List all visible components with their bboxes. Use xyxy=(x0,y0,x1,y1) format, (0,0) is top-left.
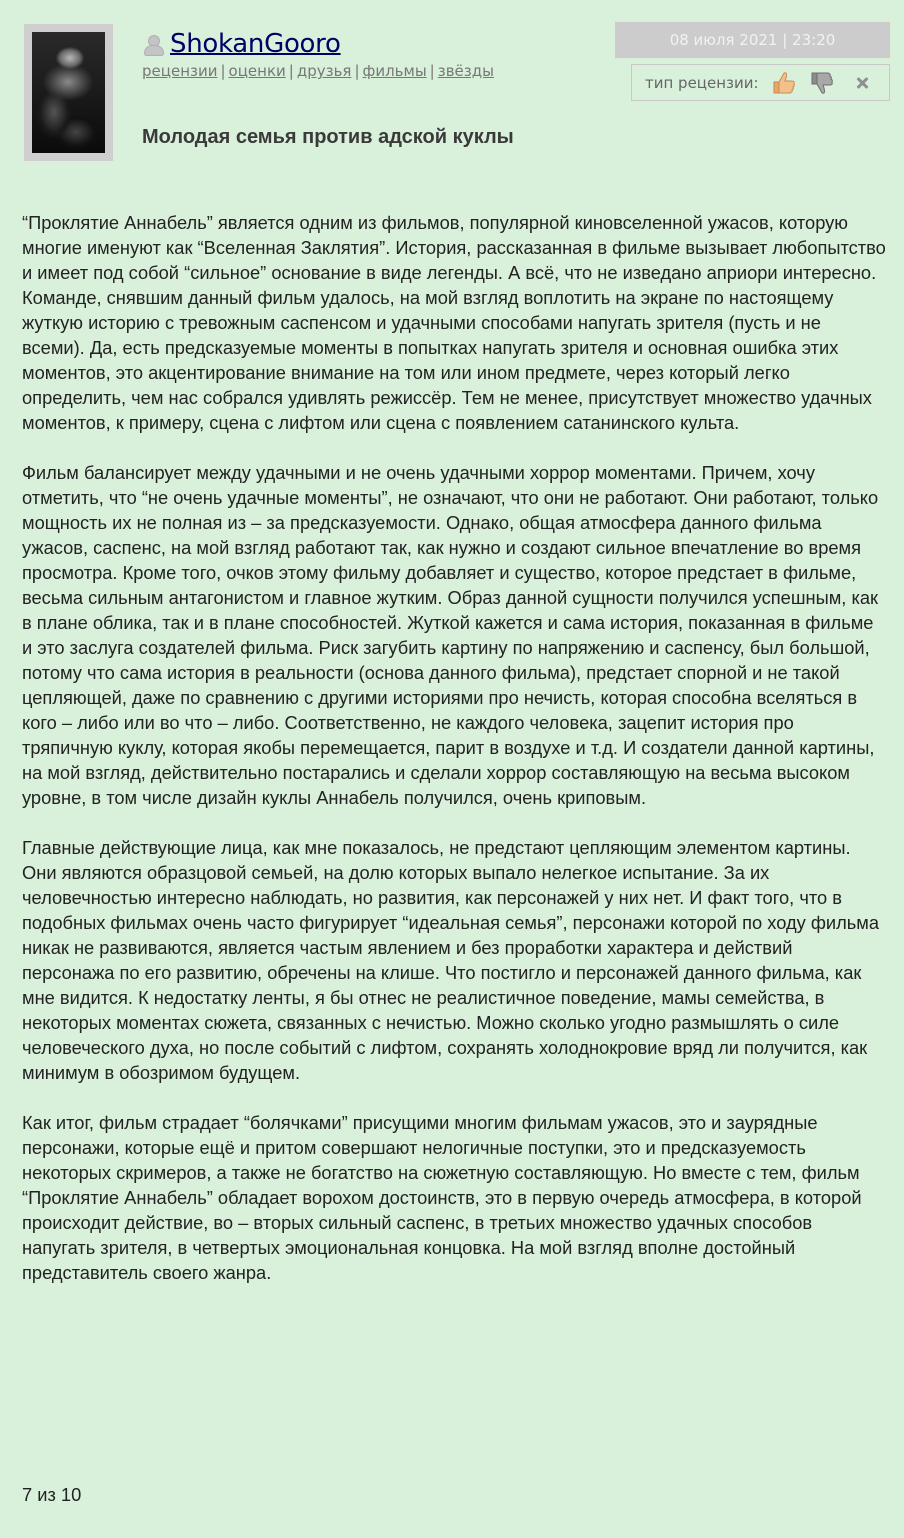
review-paragraph: Фильм балансирует между удачными и не очень удачными хоррор моментами. Причем, хочу отметить, что “не очень удачные моменты”, не означают, что они не работают. Они работают, только мощность их не полная из – за предсказуемости. Однако, общая атмосфера данного фильма ужасов, саспенс, на мой взгляд работают так, как нужно и создают сильное впечатление во время просмотра. Кроме того, очков этому фильму добавляет и существо, которое предстает в фильме, весьма сильным антагонистом и главное жутким. Образ данной сущности получился успешным, как в плане облика, так и в плане способностей. Жуткой кажется и сама история, показанная в фильме и это заслуга создателей фильма. Риск загубить картину по напряжению и саспенсу, был большой, потому что сама история в реальности (основа данного фильма), предстает спорной и не такой цепляющей, даже по сравнению с другими историями про нечисть, которая способна вселяться в кого – либо или во что – либо. Соответственно, не каждого человека, зацепит история про тряпичную куклу, которая якобы перемещается, парит в воздухе и т.д. И создатели данной картины, на мой взгляд, действительно постарались и сделали хоррор составляющую на весьма высоком уровне, в том числе дизайн куклы Аннабель получился, очень криповым. xyxy=(22,462,879,808)
avatar-image[interactable] xyxy=(32,32,105,153)
review-body xyxy=(22,210,888,1310)
avatar[interactable] xyxy=(24,24,113,161)
user-block xyxy=(142,28,494,80)
link-films[interactable]: фильмы xyxy=(362,62,427,80)
username-link[interactable]: ShokanGooro xyxy=(170,29,341,59)
review-paragraph: “Проклятие Аннабель” является одним из фильмов, популярной киновселенной ужасов, которую многие именуют как “Вселенная Заклятия”. История, рассказанная в фильме вызывает любопытство и имеет под собой “сильное” основание в виде легенды. А всё, что не изведано априори интересно. Команде, снявшим данный фильм удалось, на мой взгляд воплотить на экране по настоящему жуткую историю с тревожным саспенсом и удачными способами напугать зрителя (пусть и не всеми). Да, есть предсказуемые моменты в попытках напугать зрителя и основная ошибка этих моментов, это акцентирование внимание на том или ином предмете, через который легко определить, чем нас собрался удивлять режиссёр. Тем не менее, присутствует множество удачных моментов, к примеру, сцена с лифтом или сцена с появлением сатанинского культа. xyxy=(22,212,886,433)
user-icon xyxy=(142,33,164,55)
thumbs-down-icon[interactable] xyxy=(809,71,835,95)
link-stars[interactable]: звёзды xyxy=(437,62,494,80)
review-type-label: тип рецензии: xyxy=(645,73,759,92)
link-reviews[interactable]: рецензии xyxy=(142,62,218,80)
review-date: 08 июля 2021 | 23:20 xyxy=(615,22,890,58)
link-ratings[interactable]: оценки xyxy=(228,62,286,80)
user-row xyxy=(142,28,494,60)
review-title: Молодая семья против адской куклы xyxy=(142,126,514,148)
separator: | xyxy=(288,62,294,80)
separator: | xyxy=(354,62,360,80)
separator: | xyxy=(220,62,226,80)
thumbs-up-icon[interactable] xyxy=(771,71,797,95)
close-icon[interactable] xyxy=(855,76,869,90)
separator: | xyxy=(429,62,435,80)
review-score: 7 из 10 xyxy=(22,1484,82,1505)
link-friends[interactable]: друзья xyxy=(296,62,352,80)
review-paragraph: Как итог, фильм страдает “болячками” присущими многим фильмам ужасов, это и заурядные персонажи, которые ещё и притом совершают нелогичные поступки, это и предсказуемость некоторых скримеров, а также не богатство на сюжетную составляющую. Но вместе с тем, фильм “Проклятие Аннабель” обладает ворохом достоинств, это в первую очередь атмосфера, в которой происходит действие, во – вторых сильный саспенс, в третьих множество удачных способов напугать зрителя, в четвертых эмоциональная концовка. На мой взгляд вполне достойный представитель своего жанра. xyxy=(22,1112,862,1283)
user-links xyxy=(142,62,494,80)
review-type-box xyxy=(631,64,890,101)
review-paragraph: Главные действующие лица, как мне показалось, не предстают цепляющим элементом картины. Они являются образцовой семьей, на долю которых выпало нелегкое испытание. За их человечностью интересно наблюдать, но развития, как персонажей у них нет. И факт того, что в подобных фильмах очень часто фигурирует “идеальная семья”, персонажи которой по ходу фильма никак не развиваются, является частым явлением и без проработки характера и действий персонажа по его развитию, обречены на клише. Что постигло и персонажей данного фильма, как мне видится. К недостатку ленты, я бы отнес не реалистичное поведение, мамы семейства, в некоторых моментах сюжета, связанных с нечистью. Можно сколько угодно размышлять о силе человеческого духа, но после событий с лифтом, сохранять холоднокровие вряд ли получится, как минимум в обозримом будущем. xyxy=(22,837,880,1083)
